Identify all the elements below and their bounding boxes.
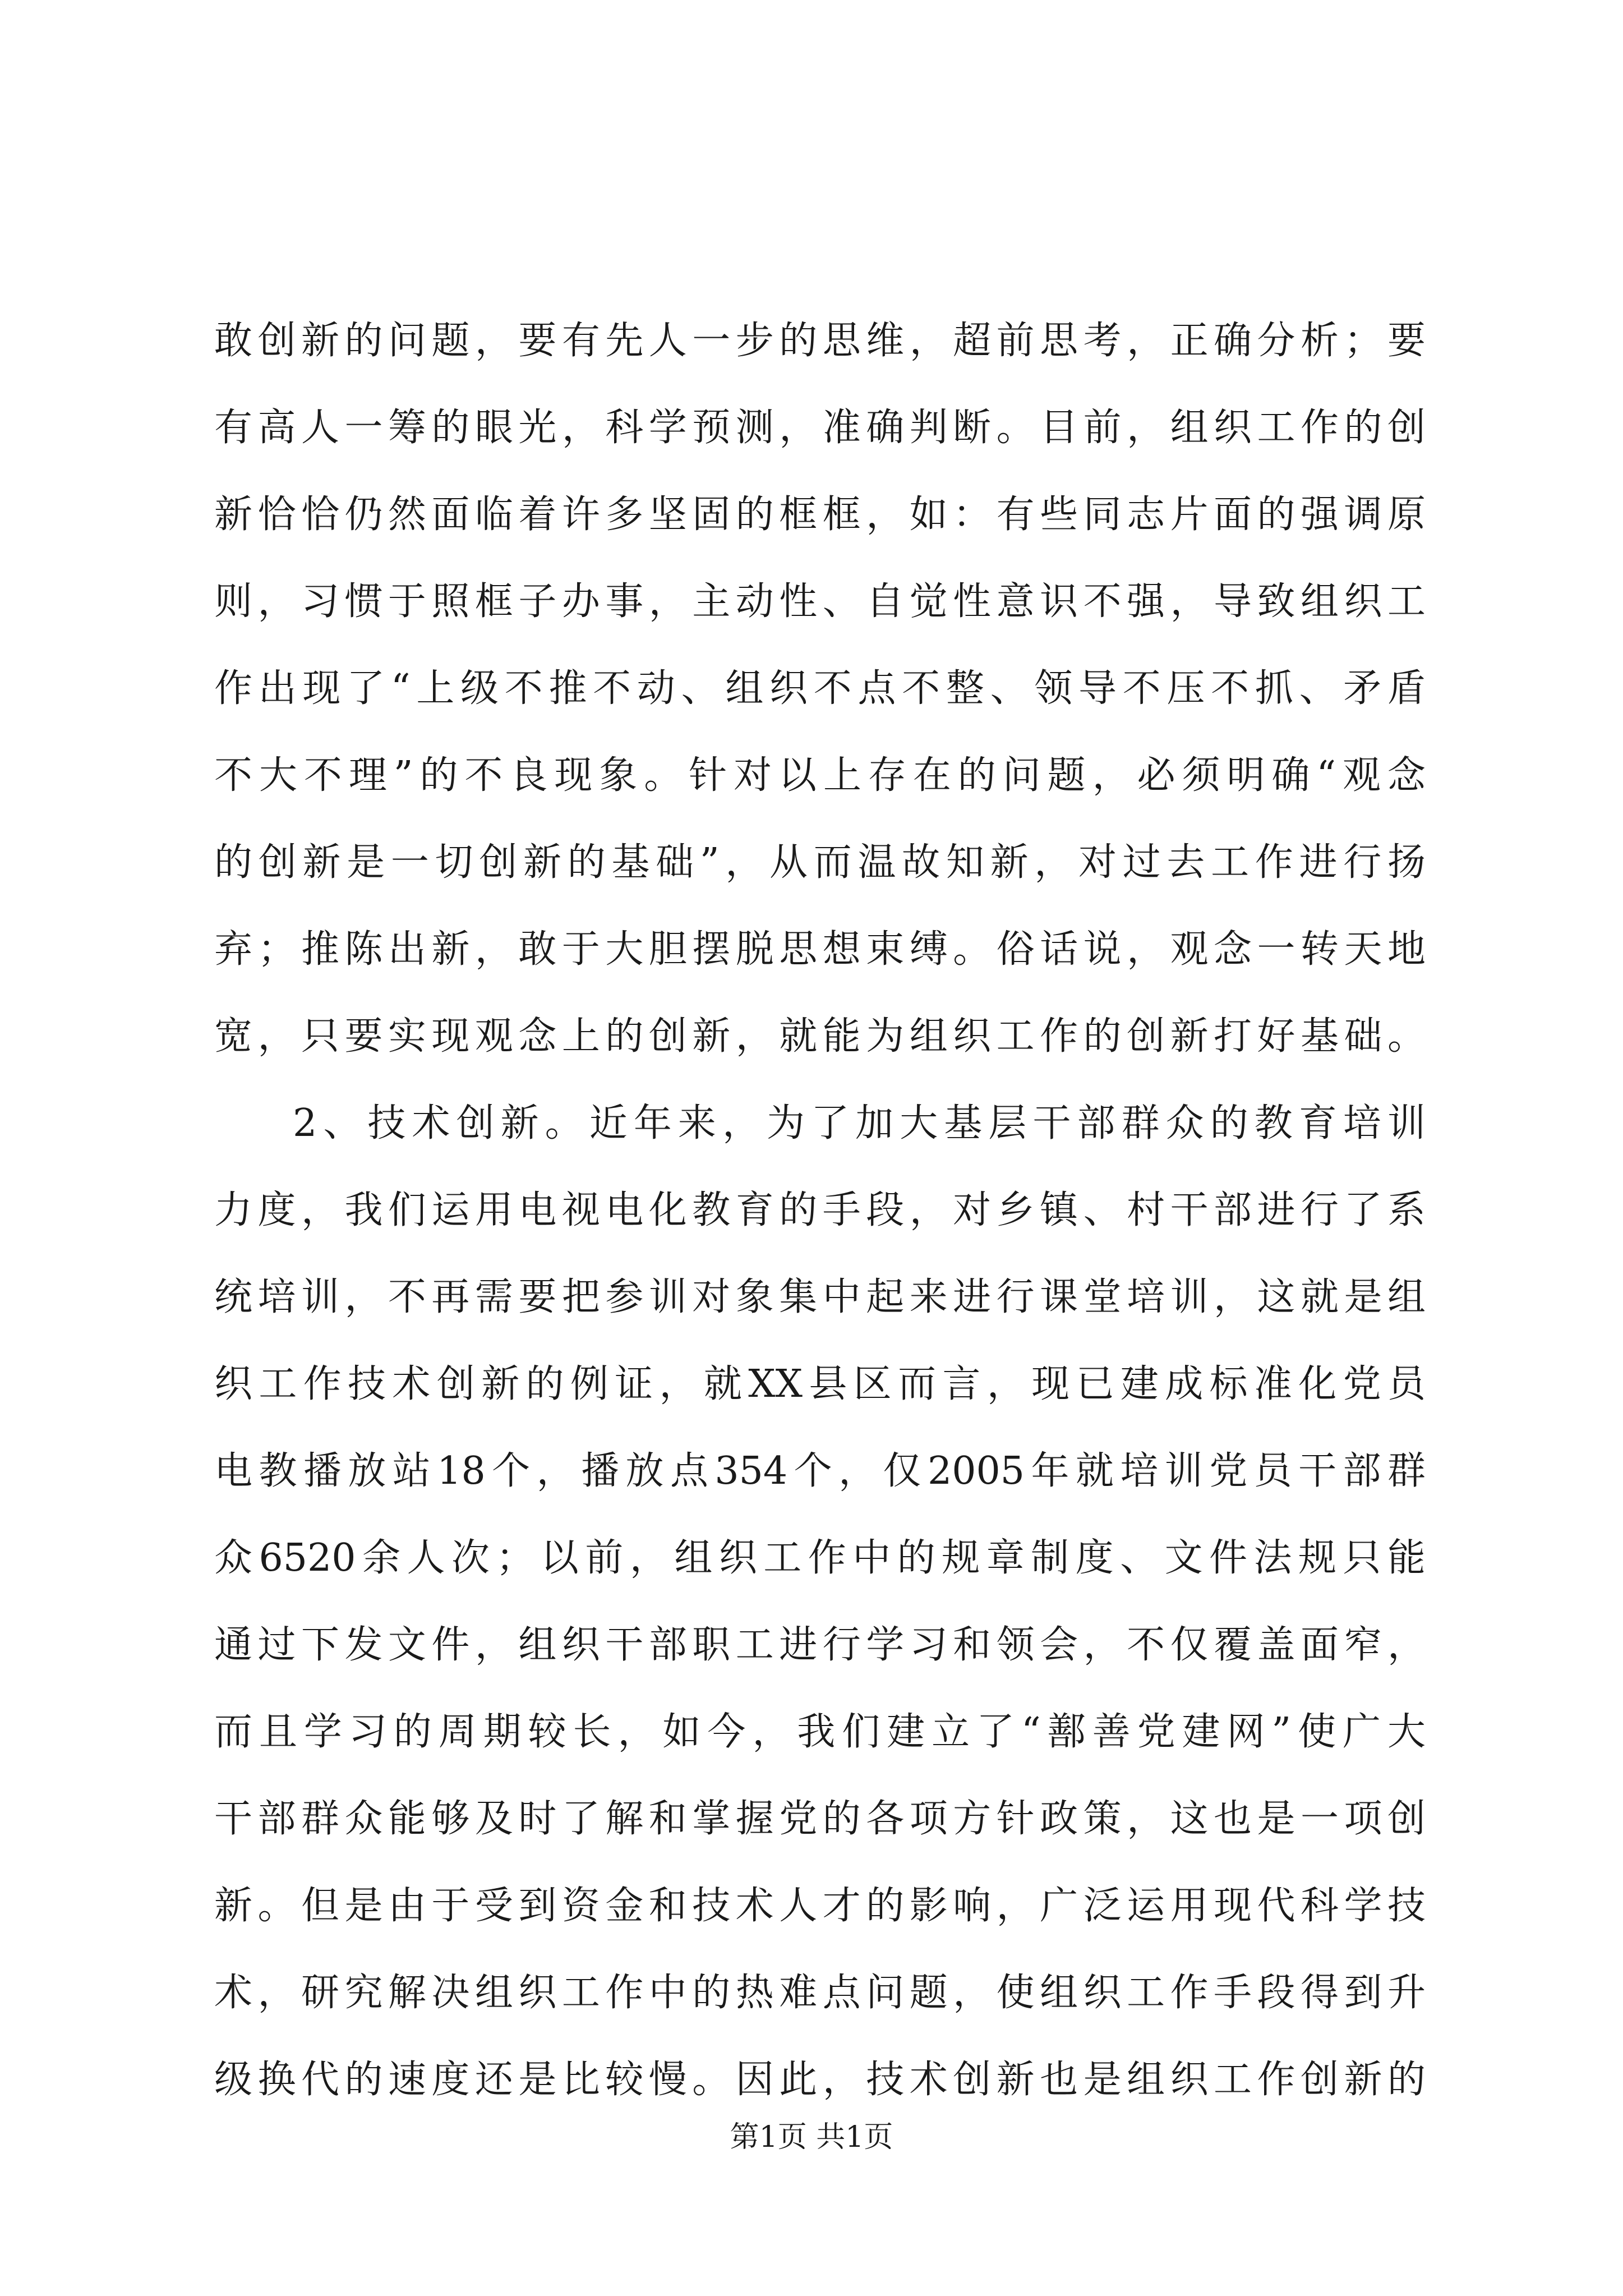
paragraph-start-line: 2、技术创新。近年来，为了加大基层干部群众的教育培训 xyxy=(293,1101,1426,1145)
text-line: 织工作技术创新的例证，就XX县区而言，现已建成标准化党员 xyxy=(214,1362,1426,1406)
text-line: 新恰恰仍然面临着许多坚固的框框，如：有些同志片面的强调原 xyxy=(214,493,1426,537)
text-line: 不大不理”的不良现象。针对以上存在的问题，必须明确“观念 xyxy=(214,753,1426,798)
text-line: 众6520余人次；以前，组织工作中的规章制度、文件法规只能 xyxy=(214,1536,1426,1580)
text-line: 电教播放站18个，播放点354个，仅2005年就培训党员干部群 xyxy=(214,1449,1426,1493)
text-line: 级换代的速度还是比较慢。因此，技术创新也是组织工作创新的 xyxy=(214,2058,1426,2102)
text-line: 敢创新的问题，要有先人一步的思维，超前思考，正确分析；要 xyxy=(214,319,1426,363)
text-line: 宽，只要实现观念上的创新，就能为组织工作的创新打好基础。 xyxy=(214,1014,1426,1059)
text-line: 弃；推陈出新，敢于大胆摆脱思想束缚。俗话说，观念一转天地 xyxy=(214,927,1426,972)
text-line: 作出现了“上级不推不动、组织不点不整、领导不压不抓、矛盾 xyxy=(214,666,1426,711)
text-line: 力度，我们运用电视电化教育的手段，对乡镇、村干部进行了系 xyxy=(214,1188,1426,1232)
text-line: 则，习惯于照框子办事，主动性、自觉性意识不强，导致组织工 xyxy=(214,579,1426,624)
text-line: 术，研究解决组织工作中的热难点问题，使组织工作手段得到升 xyxy=(214,1971,1426,2015)
text-line: 的创新是一切创新的基础”，从而温故知新，对过去工作进行扬 xyxy=(214,840,1426,885)
text-line: 干部群众能够及时了解和掌握党的各项方针政策，这也是一项创 xyxy=(214,1797,1426,1841)
text-line: 而且学习的周期较长，如今，我们建立了“鄯善党建网”使广大 xyxy=(214,1710,1426,1754)
document-body xyxy=(214,297,1426,2123)
text-line: 有高人一筹的眼光，科学预测，准确判断。目前，组织工作的创 xyxy=(214,406,1426,450)
page-number-footer: 第1页 共1页 xyxy=(730,2120,893,2154)
text-line: 通过下发文件，组织干部职工进行学习和领会，不仅覆盖面窄， xyxy=(214,1623,1426,1667)
text-line: 新。但是由于受到资金和技术人才的影响，广泛运用现代科学技 xyxy=(214,1884,1426,1928)
text-line: 统培训，不再需要把参训对象集中起来进行课堂培训，这就是组 xyxy=(214,1275,1426,1319)
